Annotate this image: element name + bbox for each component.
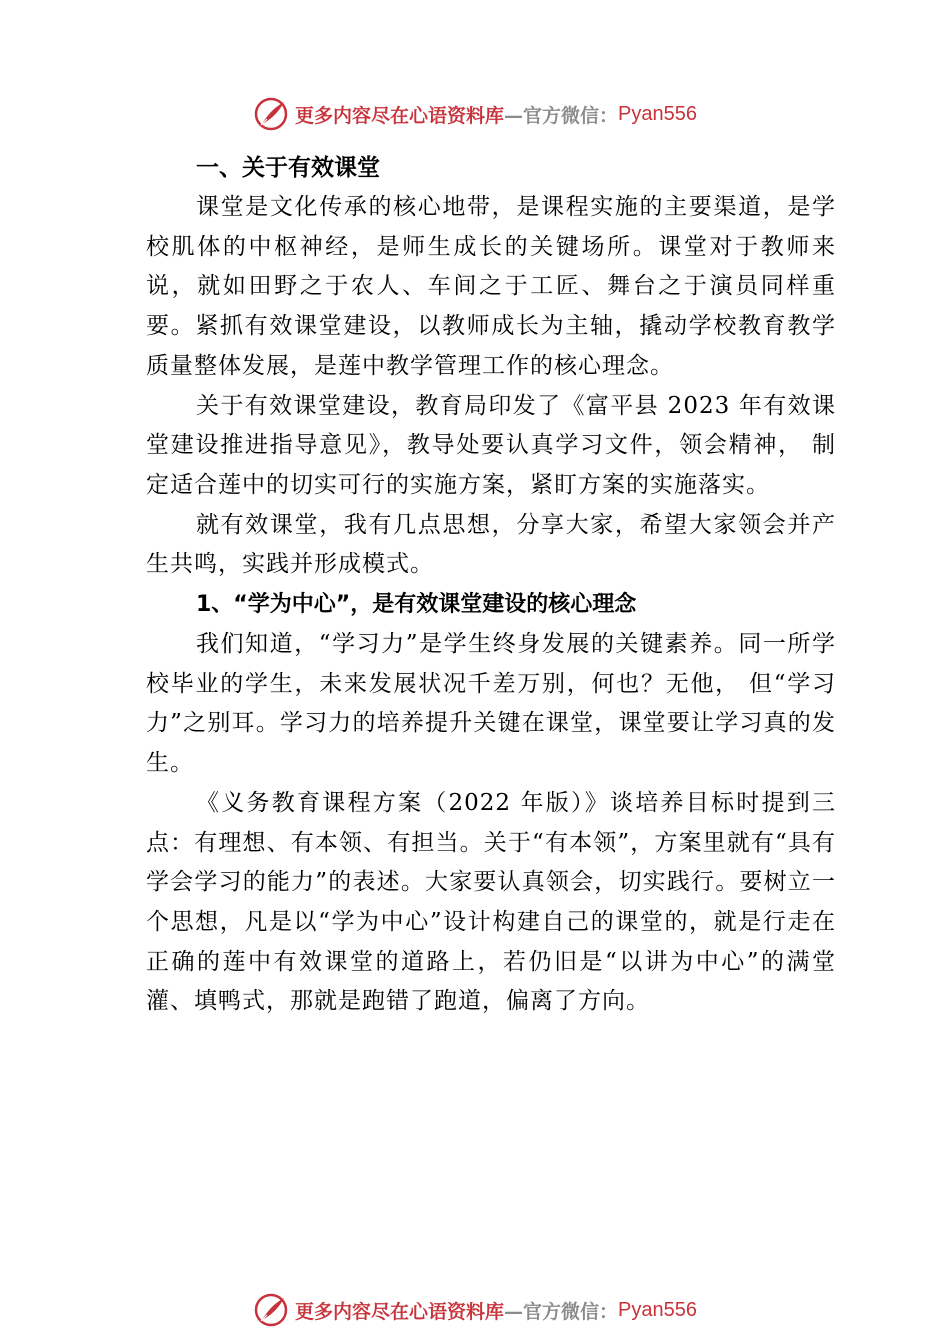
paragraph: 《义务教育课程方案（2022 年版）》谈培养目标时提到三点：有理想、有本领、有担当。关于“有本领”，方案里就有“具有学会学习的能力”的表述。大家要认真领会，切实践行。要树立一个思想，凡是以“学为中心”设计构建自己的课堂的，就是行走在正确的莲中有效课堂的道路上，若仍旧是“以讲为中心”的满堂灌、填鸭式，那就是跑错了跑道，偏离了方向。 [146, 789, 836, 1015]
paragraph: 关于有效课堂建设，教育局印发了《富平县 2023 年有效课堂建设推进指导意见》，教导处要认真学习文件，领会精神， 制定适合莲中的切实可行的实施方案，紧盯方案的实施落实。 [146, 392, 836, 498]
paragraph: 课堂是文化传承的核心地带，是课程实施的主要渠道，是学校肌体的中枢神经，是师生成长的关键场所。课堂对于教师来说，就如田野之于农人、车间之于工匠、舞台之于演员同样重要。紧抓有效课堂建设，以教师成长为主轴，撬动学校教育教学质量整体发展，是莲中教学管理工作的核心理念。 [146, 194, 836, 379]
section-heading: 一、关于有效课堂 [196, 155, 380, 181]
watermark-site-text: 更多内容尽在心语资料库 [295, 1300, 505, 1323]
header-watermark [0, 94, 950, 134]
paragraph: 就有效课堂，我有几点思想，分享大家，希望大家领会并产生共鸣，实践并形成模式。 [146, 511, 836, 578]
watermark-site-text: 更多内容尽在心语资料库 [295, 104, 505, 127]
feather-pen-logo-icon [253, 1292, 289, 1328]
watermark-wechat-id: Pyan556 [618, 1298, 697, 1321]
footer-watermark [0, 1290, 950, 1330]
subsection-heading: 1、“学为中心”，是有效课堂建设的核心理念 [196, 592, 637, 618]
paragraph: 我们知道，“学习力”是学生终身发展的关键素养。同一所学校毕业的学生，未来发展状况千差万别，何也？无他， 但“学习力”之别耳。学习力的培养提升关键在课堂，课堂要让学习真的发生。 [146, 631, 836, 777]
watermark-wechat-id: Pyan556 [618, 102, 697, 125]
watermark-dash-label: —官方微信： [504, 1300, 619, 1323]
watermark-dash-label: —官方微信： [504, 104, 619, 127]
feather-pen-logo-icon [253, 96, 289, 132]
document-body [146, 148, 836, 1022]
